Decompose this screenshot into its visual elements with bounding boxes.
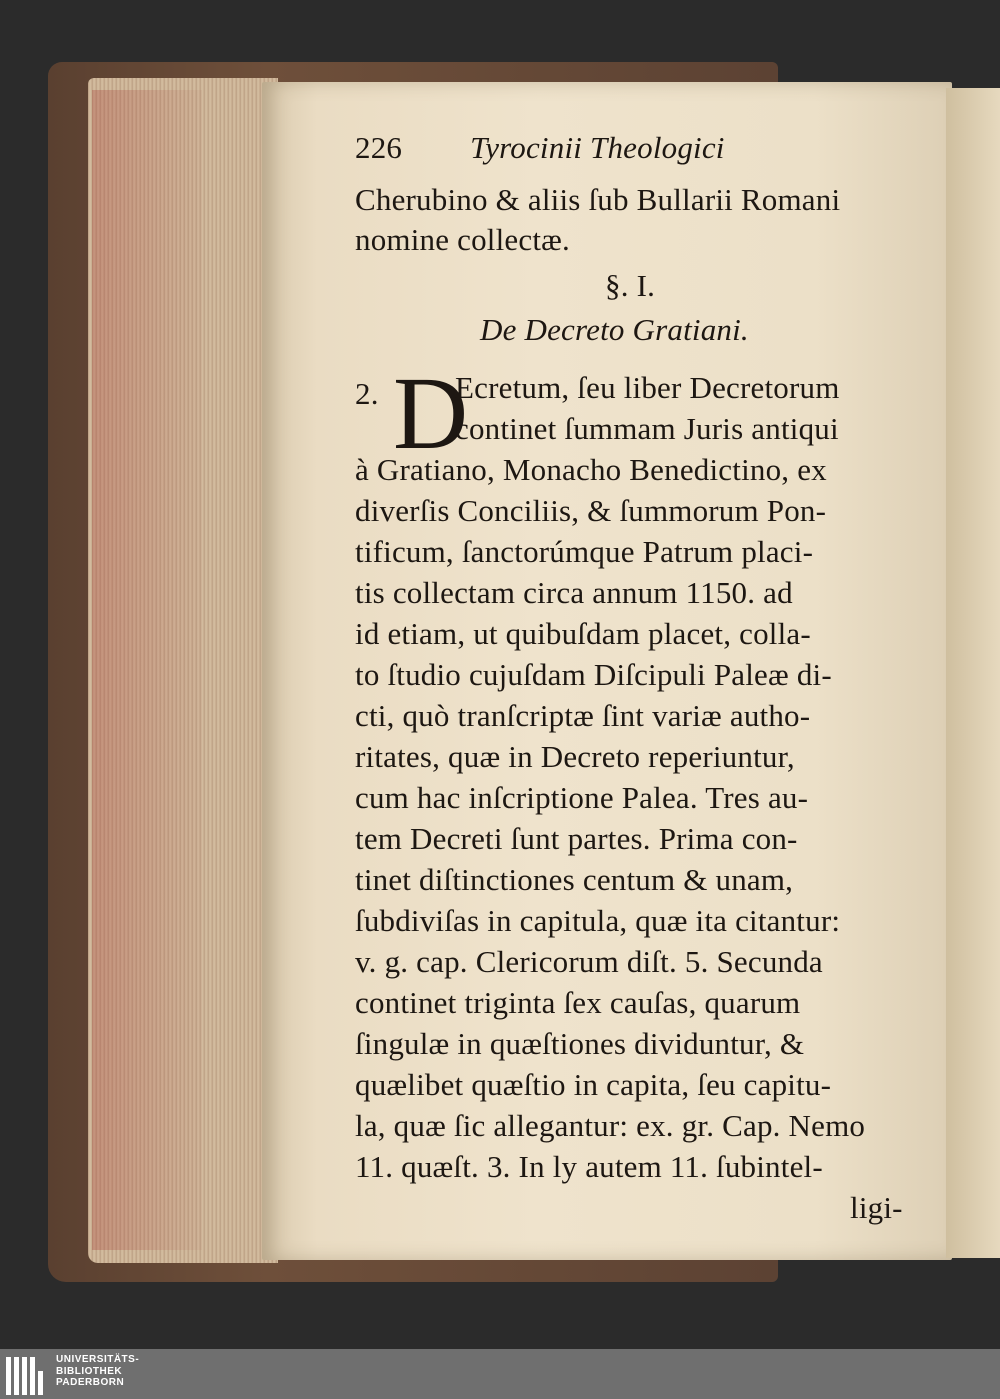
- text-line: cum hac inſcriptione Palea. Tres au-: [355, 780, 809, 815]
- text-line: ſubdiviſas in capitula, quæ ita citantur:: [355, 903, 841, 938]
- text-line: nomine collectæ.: [355, 222, 570, 257]
- text-line: tis collectam circa annum 1150. ad: [355, 575, 793, 610]
- catchword: ligi-: [850, 1190, 903, 1225]
- library-name-line: UNIVERSITÄTS-: [56, 1354, 140, 1365]
- red-edge-tint: [92, 90, 202, 1250]
- text-line: à Gratiano, Monacho Benedictino, ex: [355, 452, 827, 487]
- text-line: ritates, quæ in Decreto reperiuntur,: [355, 739, 795, 774]
- text-line: tem Decreti ſunt partes. Prima con-: [355, 821, 798, 856]
- page-number: 226: [355, 130, 403, 165]
- text-line: Ecretum, ſeu liber Decretorum: [455, 370, 840, 405]
- text-line: continet ſummam Juris antiqui: [455, 411, 839, 446]
- text-line: quælibet quæſtio in capita, ſeu capitu-: [355, 1067, 832, 1102]
- text-line: Cherubino & aliis ſub Bullarii Romani: [355, 182, 841, 217]
- paragraph-number: 2.: [355, 376, 379, 411]
- text-line: continet triginta ſex cauſas, quarum: [355, 985, 801, 1020]
- running-title: Tyrocinii Theologici: [470, 130, 725, 165]
- text-line: cti, quò tranſcriptæ ſint variæ autho-: [355, 698, 811, 733]
- section-heading: De Decreto Gratiani.: [480, 312, 749, 347]
- drop-cap: D: [393, 356, 469, 471]
- library-name-line: BIBLIOTHEK: [56, 1365, 123, 1377]
- text-line: tinet diſtinctiones centum & unam,: [355, 862, 794, 897]
- library-name: [56, 1354, 139, 1389]
- text-line: tificum, ſanctorúmque Patrum placi-: [355, 534, 814, 569]
- text-line: diverſis Conciliis, & ſummorum Pon-: [355, 493, 827, 528]
- text-line: to ſtudio cujuſdam Diſcipuli Paleæ di-: [355, 657, 832, 692]
- library-footer: [0, 1349, 1000, 1399]
- text-line: id etiam, ut quibuſdam placet, colla-: [355, 616, 811, 651]
- header-line: [355, 128, 725, 168]
- text-line: v. g. cap. Clericorum diſt. 5. Secunda: [355, 944, 823, 979]
- text-line: la, quæ ſic allegantur: ex. gr. Cap. Nemo: [355, 1108, 866, 1143]
- library-name-line: PADERBORN: [56, 1377, 125, 1388]
- library-logo-icon: [6, 1355, 48, 1395]
- text-line: ſingulæ in quæſtiones dividuntur, &: [355, 1026, 805, 1061]
- facing-page-edge: [946, 88, 1000, 1258]
- section-mark: §. I.: [605, 268, 656, 303]
- text-line: 11. quæſt. 3. In ly autem 11. ſubintel-: [355, 1149, 823, 1184]
